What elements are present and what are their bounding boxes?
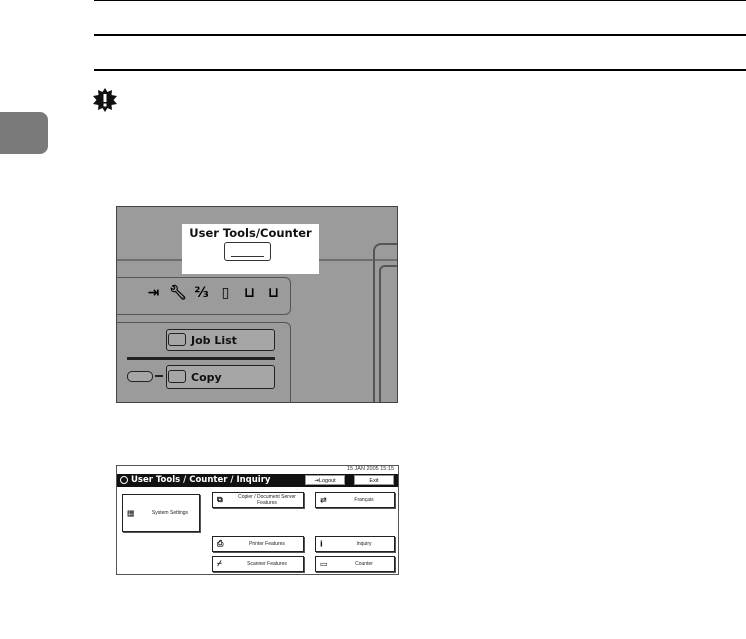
wrench-icon: 🔧︎ [169, 285, 187, 301]
language-icon: ⇄ [320, 495, 327, 505]
section-rule-lower [94, 69, 746, 71]
user-tools-counter-label: User Tools/Counter [189, 226, 312, 240]
top-rule [94, 0, 746, 1]
user-tools-counter-key[interactable] [224, 242, 271, 261]
copier-icon: ⧉ [217, 495, 223, 504]
scanner-features-label: Scanner Features [247, 561, 287, 567]
key-separator [127, 357, 275, 360]
copy-label: Copy [191, 371, 222, 384]
counter-label: Counter [355, 561, 373, 567]
scanner-features-button[interactable] [212, 556, 304, 572]
printer-features-button[interactable] [212, 536, 304, 552]
language-label: Français [354, 497, 374, 503]
inquiry-button[interactable] [315, 536, 395, 552]
inquiry-label: Inquiry [356, 541, 372, 547]
language-button[interactable] [315, 492, 395, 508]
user-tools-screen [116, 465, 399, 575]
logout-button[interactable] [305, 475, 345, 485]
login-icon: ⇥ [147, 285, 160, 301]
job-list-indicator [168, 333, 186, 346]
date-time: 15 JAN 2005 15:15 [346, 466, 394, 472]
chapter-tab [0, 112, 48, 154]
scanner-icon: ⌿ [217, 559, 222, 568]
printer-icon: ⎙ [217, 539, 224, 548]
section-rule-upper [94, 34, 746, 36]
control-panel-illustration [116, 206, 398, 403]
panel-door-inner [379, 265, 398, 403]
scanner-icon: ⊔ [267, 285, 280, 301]
copy-key-indicator [168, 370, 186, 383]
copier-features-label: Copier / Document Server Features [238, 494, 296, 506]
exit-button[interactable]: Exit [354, 475, 394, 485]
logout-icon: ⇥ [314, 478, 319, 484]
function-icons [145, 285, 282, 301]
screen-title: User Tools / Counter / Inquiry [131, 475, 271, 485]
important-icon [93, 88, 117, 112]
counter-icon: ⅔ [194, 285, 209, 301]
lamp-connector [155, 375, 163, 377]
info-icon: i [320, 539, 323, 549]
system-settings-label: System Settings [151, 510, 189, 516]
counter-button[interactable] [315, 556, 395, 572]
printer-icon: ⊔ [243, 285, 256, 301]
document-server-icon: ▯ [221, 285, 230, 301]
user-tools-icon [120, 476, 128, 484]
counter-icon: ▭ [320, 559, 328, 569]
copy-indicator-lamp [127, 371, 153, 382]
system-settings-icon: ▦ [127, 508, 135, 518]
copier-features-button[interactable] [212, 492, 304, 508]
logout-label: Logout [318, 478, 336, 484]
printer-features-label: Printer Features [249, 541, 285, 547]
job-list-label: Job List [191, 334, 237, 347]
system-settings-button[interactable] [122, 494, 200, 532]
